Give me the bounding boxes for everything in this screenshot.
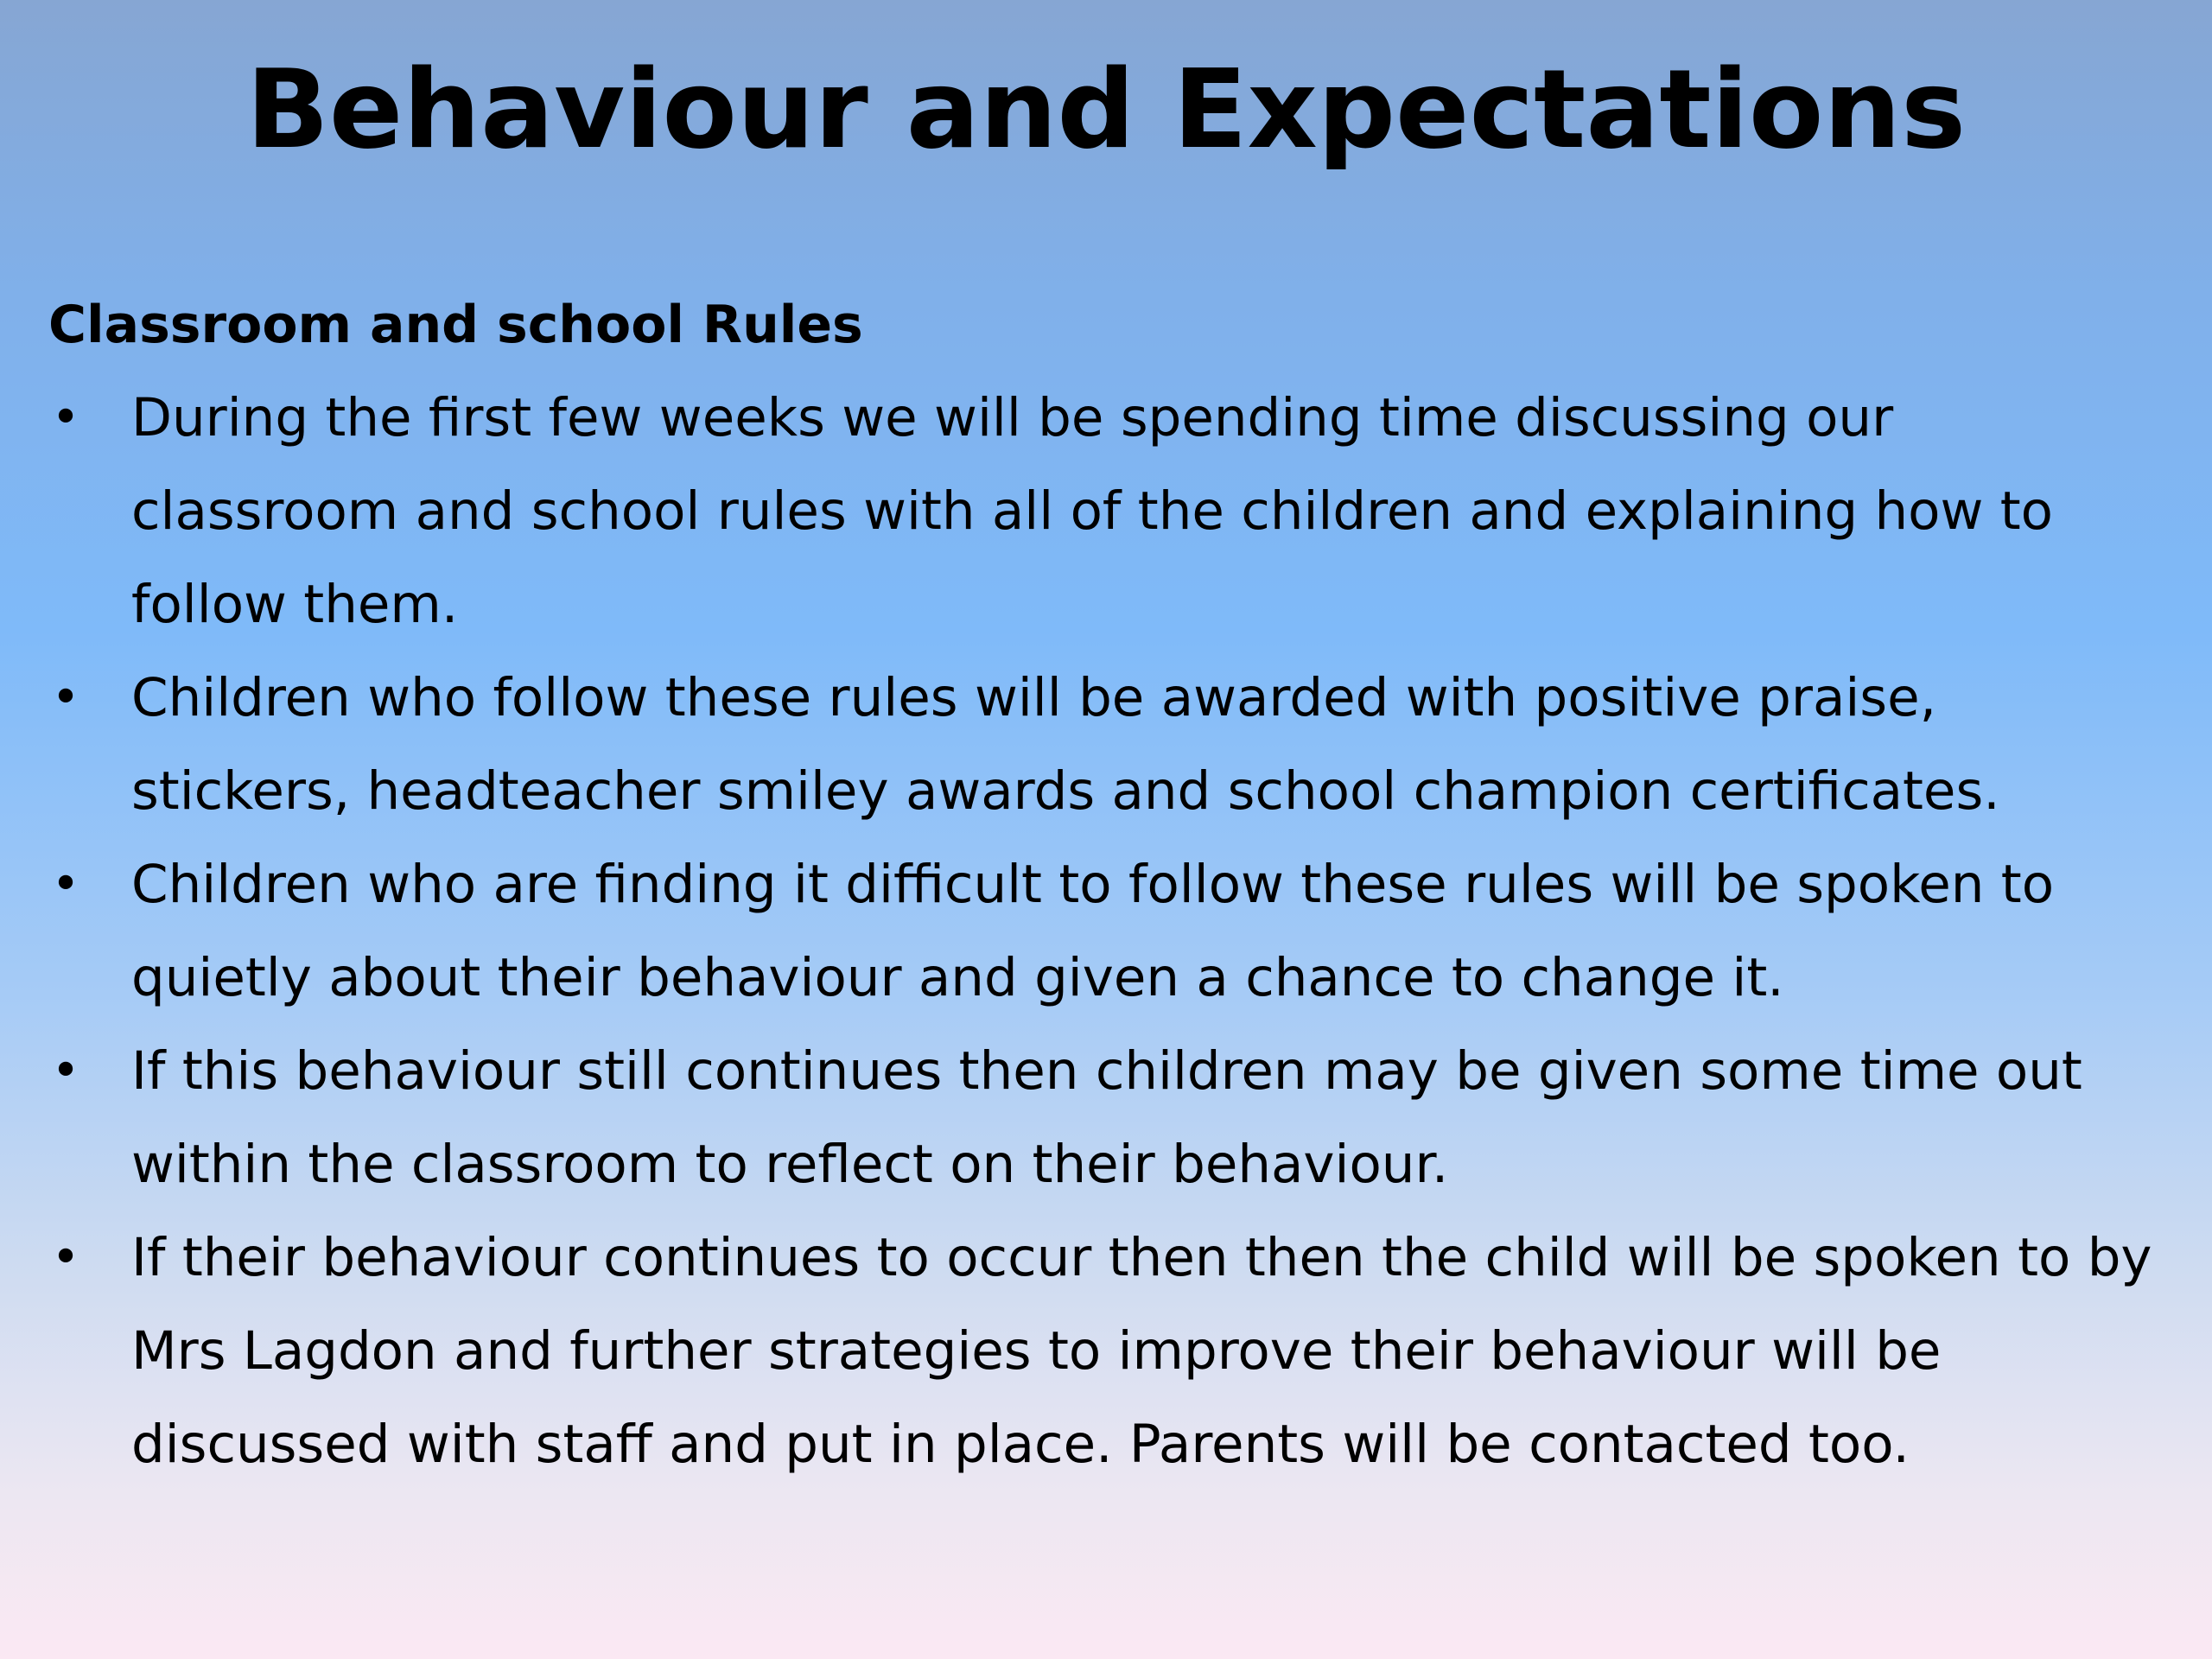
bullet-icon: • bbox=[51, 856, 80, 912]
rule-text: Children who follow these rules will be awarded with positive praise, stickers, headteacher smiley awards and school champion certificates. bbox=[131, 667, 2000, 822]
section-heading: Classroom and school Rules bbox=[48, 295, 863, 355]
rule-text: Children who are finding it difficult to follow these rules will be spoken to quietly about their behaviour and given a chance to change it. bbox=[131, 854, 2055, 1008]
bullet-icon: • bbox=[51, 390, 80, 446]
rule-text: If their behaviour continues to occur then then the child will be spoken to by Mrs Lagdon and further strategies to improve their behaviour will be discussed with staff and put in place. Parents will be contacted too. bbox=[131, 1227, 2152, 1475]
rule-item bbox=[48, 372, 2157, 652]
slide-title: Behaviour and Expectations bbox=[245, 46, 1967, 173]
bullet-icon: • bbox=[51, 1230, 80, 1286]
rules-list bbox=[48, 372, 2157, 1491]
rule-text: During the first few weeks we will be spending time discussing our classroom and school rules with all of the children and explaining how to follow them. bbox=[131, 387, 2053, 635]
slide-content bbox=[48, 278, 2157, 1491]
rule-item bbox=[48, 1211, 2157, 1491]
bullet-icon: • bbox=[51, 1043, 80, 1099]
bullet-icon: • bbox=[51, 670, 80, 726]
rule-text: If this behaviour still continues then children may be given some time out within the classroom to reflect on their behaviour. bbox=[131, 1040, 2082, 1195]
rule-item bbox=[48, 652, 2157, 838]
rule-item bbox=[48, 838, 2157, 1025]
rule-item bbox=[48, 1025, 2157, 1211]
